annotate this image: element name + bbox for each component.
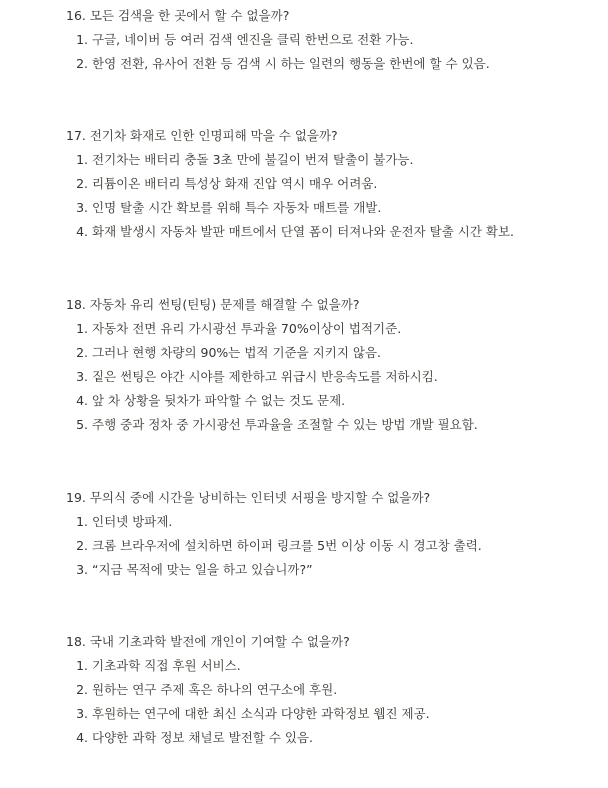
list-text: 후원하는 연구에 대한 최신 소식과 다양한 과학정보 웹진 제공. [92, 706, 430, 721]
list-text: 주행 중과 정차 중 가시광선 투과율을 조절할 수 있는 방법 개발 필요함. [92, 417, 478, 432]
list-text: 자동차 전면 유리 가시광선 투과율 70%이상이 법적기준. [92, 321, 402, 336]
list-number: 2. [76, 176, 88, 191]
list-number: 2. [76, 538, 88, 553]
list-text: 다양한 과학 정보 채널로 발전할 수 있음. [92, 730, 314, 745]
list-text: 앞 차 상황을 뒷차가 파악할 수 없는 것도 문제. [92, 393, 346, 408]
list-number: 1. [76, 152, 88, 167]
list-text: 구글, 네이버 등 여러 검색 엔진을 클릭 한번으로 전환 가능. [92, 32, 414, 47]
list-text: 전기차는 배터리 충돌 3초 만에 불길이 번져 탈출이 불가능. [92, 152, 414, 167]
question-heading: 17. 전기차 화재로 인한 인명피해 막을 수 없을까? [66, 128, 338, 143]
question-heading: 18. 자동차 유리 썬팅(틴팅) 문제를 해결할 수 없을까? [66, 297, 360, 312]
list-number: 3. [76, 562, 88, 577]
list-text: 그러나 현행 차량의 90%는 법적 기준을 지키지 않음. [92, 345, 381, 360]
question-heading: 18. 국내 기초과학 발전에 개인이 기여할 수 없을까? [66, 634, 350, 649]
list-number: 2. [76, 345, 88, 360]
list-text: 한영 전환, 유사어 전환 등 검색 시 하는 일련의 행동을 한번에 할 수 있음. [92, 56, 490, 71]
list-number: 3. [76, 369, 88, 384]
list-number: 3. [76, 200, 88, 215]
list-text: 크롬 브라우저에 설치하면 하이퍼 링크를 5번 이상 이동 시 경고창 출력. [92, 538, 482, 553]
list-number: 1. [76, 321, 88, 336]
list-number: 1. [76, 32, 88, 47]
list-text: 원하는 연구 주제 혹은 하나의 연구소에 후원. [92, 682, 338, 697]
list-text: 리튬이온 배터리 특성상 화재 진압 역시 매우 어려움. [92, 176, 378, 191]
list-number: 4. [76, 224, 88, 239]
list-text: 인터넷 방파제. [92, 514, 173, 529]
list-number: 4. [76, 730, 88, 745]
question-heading: 16. 모든 검색을 한 곳에서 할 수 없을까? [66, 8, 290, 23]
list-text: 인명 탈출 시간 확보를 위해 특수 자동차 매트를 개발. [92, 200, 382, 215]
list-number: 2. [76, 56, 88, 71]
list-number: 3. [76, 706, 88, 721]
list-text: 화재 발생시 자동차 발판 매트에서 단열 폼이 터져나와 운전자 탈출 시간 확보. [92, 224, 515, 239]
list-number: 2. [76, 682, 88, 697]
list-text: 짙은 썬팅은 야간 시야를 제한하고 위급시 반응속도를 저하시킴. [92, 369, 438, 384]
list-number: 1. [76, 658, 88, 673]
list-text: “지금 목적에 맞는 일을 하고 있습니까?” [92, 562, 313, 577]
list-number: 5. [76, 417, 88, 432]
list-number: 1. [76, 514, 88, 529]
question-heading: 19. 무의식 중에 시간을 낭비하는 인터넷 서핑을 방지할 수 없을까? [66, 490, 431, 505]
list-number: 4. [76, 393, 88, 408]
list-text: 기초과학 직접 후원 서비스. [92, 658, 241, 673]
